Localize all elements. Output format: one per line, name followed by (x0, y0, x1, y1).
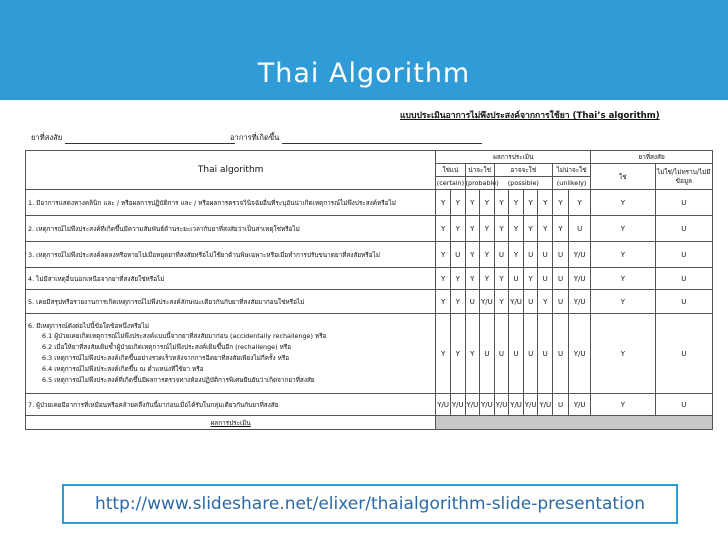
yes-value: Y (591, 314, 655, 394)
title-bar (0, 0, 728, 100)
no-value: U (655, 268, 712, 290)
assessment-value: U (494, 314, 509, 394)
adverse-event-field (230, 132, 482, 144)
assessment-table (25, 150, 713, 430)
assessment-value: Y (569, 190, 591, 216)
yes-value: Y (591, 216, 655, 242)
assessment-value: U (538, 268, 553, 290)
criterion-text: 7. ผู้ป่วยเคยมีอาการที่เหมือนหรือคล้ายคลึงกันนี้มาก่อนเมื่อได้รับในกลุ่มเดียวกันกับยาที่สงสัย (28, 400, 279, 409)
no-value: U (655, 216, 712, 242)
no-value: U (655, 314, 712, 394)
criterion-text: 3. เหตุการณ์ไม่พึงประสงค์ลดลงหรือหายไปเมื่อหยุดยาที่สงสัยหรือไม่ใช้ยาต้านพิษเฉพาะหรือเมื่อทำการปรับขนาดยาที่สงสัยหรือไม่ (28, 250, 380, 259)
assessment-value: Y (436, 216, 451, 242)
assessment-value: Y/U (569, 242, 591, 268)
yes-value: Y (591, 394, 655, 416)
assessment-value: Y/U (569, 394, 591, 416)
footer-result-cells (436, 416, 713, 430)
assessment-value: Y/U (509, 290, 524, 314)
criterion-cell (26, 216, 436, 242)
criterion-cell (26, 242, 436, 268)
table-row (26, 242, 713, 268)
assessment-value: Y (436, 290, 451, 314)
assessment-value: U (450, 242, 465, 268)
criterion-subitem: 6.3 เหตุการณ์ไม่พึงประสงค์เกิดขึ้นอย่างรวดเร็วหลังจากการฉีดยาที่สงสัยเพียงไม่กี่ครั้ง หรือ (42, 354, 290, 362)
criterion-subitem: 6.4 เหตุการณ์ไม่พึงประสงค์เกิดขึ้น ณ ตำแหน่งที่ใช้ยา หรือ (42, 365, 204, 373)
yes-value: Y (591, 290, 655, 314)
assessment-value: Y/U (569, 314, 591, 394)
source-url[interactable]: http://www.slideshare.net/elixer/thaialgorithm-slide-presentation (94, 494, 645, 514)
no-value: U (655, 190, 712, 216)
assessment-value: Y (465, 242, 480, 268)
assessment-value: Y/U (480, 290, 495, 314)
assessment-value: Y (480, 216, 495, 242)
assessment-value: Y (523, 268, 538, 290)
possible-thai: อาจจะใช่ (494, 164, 552, 177)
assessment-value: Y (494, 190, 509, 216)
assessment-value: Y (450, 290, 465, 314)
table-row (26, 290, 713, 314)
assessment-value: Y (523, 216, 538, 242)
yes-header: ใช่ (591, 164, 655, 190)
table-row (26, 314, 713, 394)
certain-thai: ใช่แน่ (436, 164, 465, 177)
assessment-value: U (553, 242, 569, 268)
criterion-text: 1. มีอาการแสดงทางคลินิก และ / หรือผลการปฏิบัติการ และ / หรือผลการตรวจวินิจฉัยอื่นที่ระบุอันน่าเกิดเหตุการณ์ไม่พึงประสงค์หรือไม่ (28, 198, 396, 207)
assessment-value: U (523, 290, 538, 314)
assessment-value: Y (465, 268, 480, 290)
assessment-value: Y/U (494, 394, 509, 416)
yes-value: Y (591, 242, 655, 268)
document-image (25, 104, 713, 476)
criterion-cell (26, 190, 436, 216)
table-row (26, 190, 713, 216)
assessment-value: Y (509, 242, 524, 268)
criterion-text: 5. เคยมีสรุปหรือรายงานการเกิดเหตุการณ์ไม่พึงประสงค์ลักษณะเดียวกันกับยาที่สงสัยมาก่อนใช่หรือไม่ (28, 297, 305, 306)
slide-title: Thai Algorithm (257, 58, 471, 89)
assessment-value: Y (450, 216, 465, 242)
assessment-value: U (538, 314, 553, 394)
adverse-event-label: อาการที่เกิดขึ้น (230, 133, 280, 142)
suspected-drug-label: ยาที่สงสัย (31, 133, 63, 142)
assessment-value: Y/U (509, 394, 524, 416)
no-value: U (655, 290, 712, 314)
assessment-value: Y (465, 190, 480, 216)
unlikely-thai: ไม่น่าจะใช่ (553, 164, 591, 177)
assessment-value: Y (465, 216, 480, 242)
assessment-value: Y/U (480, 394, 495, 416)
assessment-value: Y (436, 190, 451, 216)
algorithm-header: Thai algorithm (26, 151, 436, 190)
assessment-value: U (494, 242, 509, 268)
assessment-value: Y (450, 190, 465, 216)
assessment-value: Y/U (569, 290, 591, 314)
assessment-header: ผลการประเมิน (436, 151, 591, 164)
document-heading: แบบประเมินอาการไม่พึงประสงค์จากการใช้ยา (Thai’s algorithm) (400, 111, 660, 121)
table-row (26, 216, 713, 242)
assessment-value: Y (494, 216, 509, 242)
criterion-cell (26, 290, 436, 314)
assessment-value: Y (480, 242, 495, 268)
assessment-value: Y (553, 190, 569, 216)
criterion-cell (26, 314, 436, 394)
criterion-text: 4. ไม่มีสาเหตุอื่นนอกเหนือจากยาที่สงสัยใช่หรือไม่ (28, 274, 165, 283)
criterion-subitem: 6.1 ผู้ป่วยเคยเกิดเหตุการณ์ไม่พึงประสงค์แบบนี้จากยาที่สงสัยมาก่อน (accidentally rechallenge) หรือ (42, 332, 327, 340)
assessment-value: Y (450, 314, 465, 394)
assessment-value: Y (553, 216, 569, 242)
assessment-value: Y/U (569, 268, 591, 290)
suspected-drug-field (31, 132, 235, 144)
criterion-text: 6. มีเหตุการณ์ดังต่อไปนี้ข้อใดข้อหนึ่งหรือไม่ (28, 322, 149, 330)
adverse-event-blank (282, 136, 482, 144)
assessment-value: Y (436, 268, 451, 290)
assessment-value: U (553, 314, 569, 394)
assessment-value: Y (538, 190, 553, 216)
possible-en: (possible) (494, 177, 552, 190)
assessment-value: Y (538, 290, 553, 314)
assessment-value: Y (523, 190, 538, 216)
assessment-value: Y (480, 190, 495, 216)
suspected-drug-blank (65, 136, 235, 144)
unlikely-en: (unlikely) (553, 177, 591, 190)
table-row (26, 268, 713, 290)
table-row (26, 394, 713, 416)
criterion-subitem: 6.2 เมื่อให้ยาที่สงสัยเดิมซ้ำผู้ป่วยเกิดเหตุการณ์ไม่พึงประสงค์เดิมขึ้นอีก (rechallenge) หรือ (42, 343, 292, 351)
assessment-value: Y/U (436, 394, 451, 416)
criterion-text: 2. เหตุการณ์ไม่พึงประสงค์ที่เกิดขึ้นมีความสัมพันธ์ด้านระยะเวลากับยาที่สงสัยว่าเป็นสาเหตุใช่หรือไม่ (28, 224, 300, 233)
probable-thai: น่าจะใช่ (465, 164, 494, 177)
assessment-value: U (465, 290, 480, 314)
assessment-value: Y (494, 290, 509, 314)
footer-label: ผลการประเมิน (26, 416, 436, 430)
assessment-value: Y/U (465, 394, 480, 416)
certain-en: (certain) (436, 177, 465, 190)
assessment-value: U (569, 216, 591, 242)
yes-value: Y (591, 190, 655, 216)
assessment-value: Y/U (450, 394, 465, 416)
assessment-value: Y (494, 268, 509, 290)
url-box (62, 484, 678, 524)
assessment-value: U (538, 242, 553, 268)
assessment-value: Y (509, 190, 524, 216)
assessment-value: U (553, 268, 569, 290)
yes-value: Y (591, 268, 655, 290)
assessment-value: U (509, 314, 524, 394)
assessment-value: Y (436, 314, 451, 394)
probable-en: (probable) (465, 177, 494, 190)
assessment-value: U (553, 394, 569, 416)
assessment-value: U (480, 314, 495, 394)
assessment-value: Y (509, 216, 524, 242)
assessment-value: U (509, 268, 524, 290)
assessment-value: Y/U (538, 394, 553, 416)
no-unknown-header: ไม่ใช่/ไม่ทราบ/ไม่มีข้อมูล (655, 164, 712, 190)
assessment-value: U (553, 290, 569, 314)
no-value: U (655, 242, 712, 268)
assessment-value: Y (450, 268, 465, 290)
assessment-value: U (523, 242, 538, 268)
assessment-value: U (523, 314, 538, 394)
criterion-subitem: 6.5 เหตุการณ์ไม่พึงประสงค์ที่เกิดขึ้นมีผลการตรวจทางห้องปฏิบัติการพิเศษยืนยันว่าเกิดจากยาที่สงสัย (42, 376, 315, 384)
suspected-drug-header: ยาที่สงสัย (591, 151, 713, 164)
criterion-cell (26, 394, 436, 416)
criterion-cell (26, 268, 436, 290)
assessment-value: Y (480, 268, 495, 290)
no-value: U (655, 394, 712, 416)
assessment-value: Y/U (523, 394, 538, 416)
assessment-value: Y (465, 314, 480, 394)
assessment-value: Y (436, 242, 451, 268)
assessment-value: Y (538, 216, 553, 242)
